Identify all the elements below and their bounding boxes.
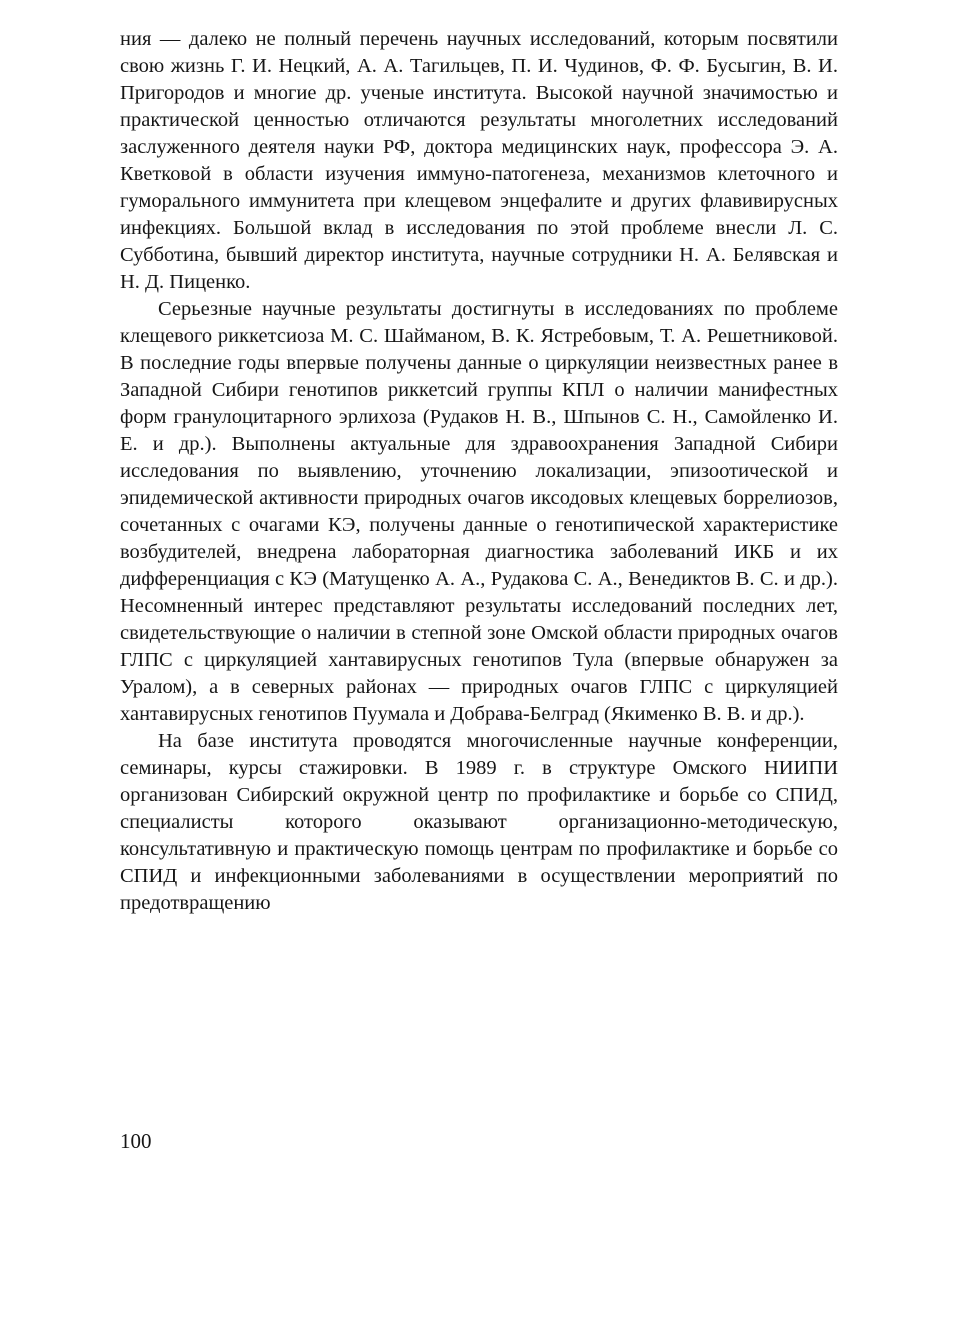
- paragraph-3: На базе института проводятся многочисленные научные конференции, семинары, курсы стажировки. В 1989 г. в структуре Омского НИИПИ организован Сибирский окружной центр по профилактике и борьбе со СПИД, специалисты которого оказывают организационно-методическую, консультативную и практическую помощь центрам по профилактике и борьбе со СПИД и инфекционными заболеваниями в осуществлении мероприятий по предотвращению: [120, 730, 838, 914]
- paragraph-2: Серьезные научные результаты достигнуты в исследованиях по проблеме клещевого риккетсиоза М. С. Шайманом, В. К. Ястребовым, Т. А. Решетниковой. В последние годы впервые получены данные о циркуляции неизвестных ранее в Западной Сибири генотипов риккетсий группы КПЛ о наличии манифестных форм гранулоцитарного эрлихоза (Рудаков Н. В., Шпынов С. Н., Самойленко И. Е. и др.). Выполнены актуальные для здравоохранения Западной Сибири исследования по выявлению, уточнению локализации, эпизоотической и эпидемической активности природных очагов иксодовых клещевых боррелиозов, сочетанных с очагами КЭ, получены данные о генотипической характеристике возбудителей, внедрена лабораторная диагностика заболеваний ИКБ и их дифференциация с КЭ (Матущенко А. А., Рудакова С. А., Венедиктов В. С. и др.). Несомненный интерес представляют результаты исследований последних лет, свидетельствующие о наличии в степной зоне Омской области природных очагов ГЛПС с циркуляцией хантавирусных генотипов Тула (впервые обнаружен за Уралом), а в северных районах — природных очагов ГЛПС с циркуляцией хантавирусных генотипов Пуумала и Добрава-Белград (Якименко В. В. и др.).: [120, 298, 838, 725]
- body-text: [120, 26, 838, 917]
- paragraph-1: ния — далеко не полный перечень научных исследований, которым посвятили свою жизнь Г. И. Нецкий, А. А. Тагильцев, П. И. Чудинов, Ф. Ф. Бусыгин, В. И. Пригородов и многие др. ученые института. Высокой научной значимостью и практической ценностью отличаются результаты многолетних исследований заслуженного деятеля науки РФ, доктора медицинских наук, профессора Э. А. Кветковой в области изучения иммуно-патогенеза, механизмов клеточного и гуморального иммунитета при клещевом энцефалите и других флавивирусных инфекциях. Большой вклад в исследования по этой проблеме внесли Л. С. Субботина, бывший директор института, научные сотрудники Н. А. Белявская и Н. Д. Пиценко.: [120, 28, 838, 293]
- page-number: 100: [120, 1129, 152, 1153]
